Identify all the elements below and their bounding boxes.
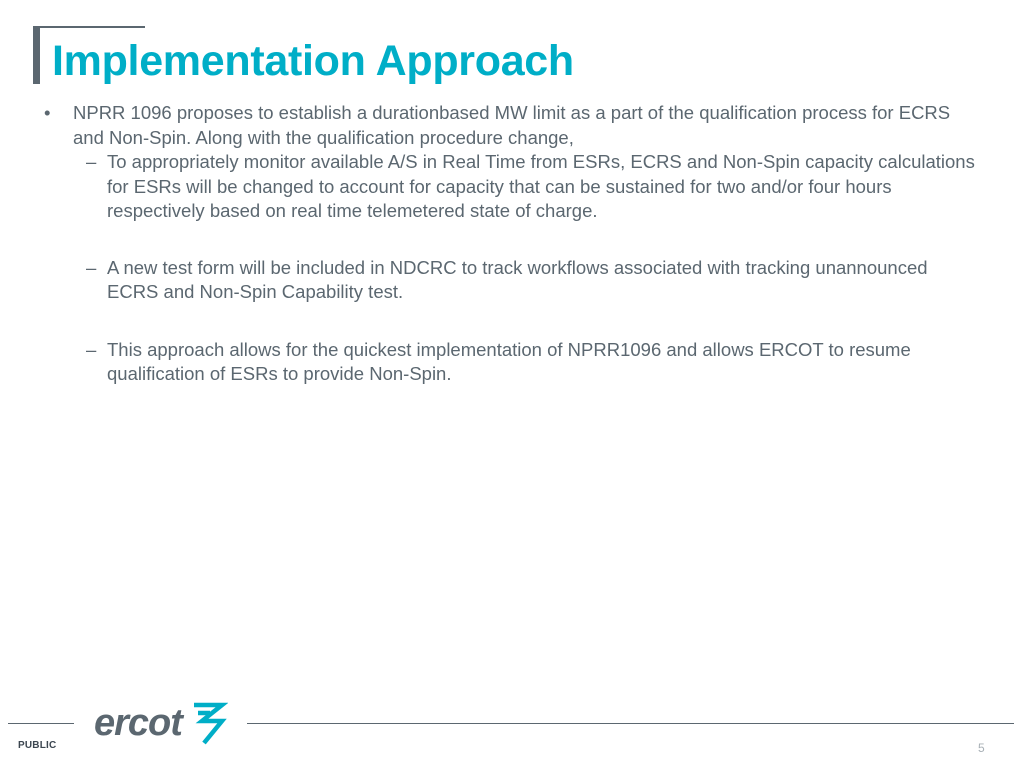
footer-divider-left [8, 723, 74, 724]
footer-divider-right [247, 723, 1014, 724]
sub-bullet-item [44, 338, 979, 387]
bullet-item [44, 101, 979, 150]
title-accent-bar [33, 26, 40, 84]
sub-bullet-item [44, 256, 979, 305]
bullet-text: NPRR 1096 proposes to establish a durationbased MW limit as a part of the qualification process for ECRS and Non-Spin. Along with the qualification procedure change, [73, 102, 951, 148]
sub-bullet-text: A new test form will be included in NDCRC to track workflows associated with tracking unannounced ECRS and Non-Spin Capability test. [107, 256, 928, 302]
ercot-logo [94, 697, 228, 751]
slide-title: Implementation Approach [52, 37, 574, 85]
slide-body [44, 101, 979, 387]
classification-label: PUBLIC [18, 740, 57, 751]
title-accent-line [33, 26, 145, 28]
ercot-lightning-icon [194, 705, 222, 743]
sub-bullet-marker: – [86, 256, 97, 278]
sub-bullet-marker: – [86, 151, 97, 172]
ercot-wordmark: ercot [94, 702, 182, 744]
sub-bullet-item [44, 150, 979, 224]
sub-bullet-marker: – [86, 338, 97, 360]
bullet-marker: • [44, 102, 51, 123]
sub-bullet-text: To appropriately monitor available A/S in Real Time from ESRs, ECRS and Non-Spin capacity calculations for ESRs will be changed to account for capacity that can be sustained for two and/or four hours respectively based on real time telemetered state of charge. [107, 151, 975, 221]
page-number: 5 [978, 741, 985, 755]
sub-bullet-text: This approach allows for the quickest implementation of NPRR1096 and allows ERCOT to resume qualification of ESRs to provide Non-Spin. [107, 338, 911, 384]
